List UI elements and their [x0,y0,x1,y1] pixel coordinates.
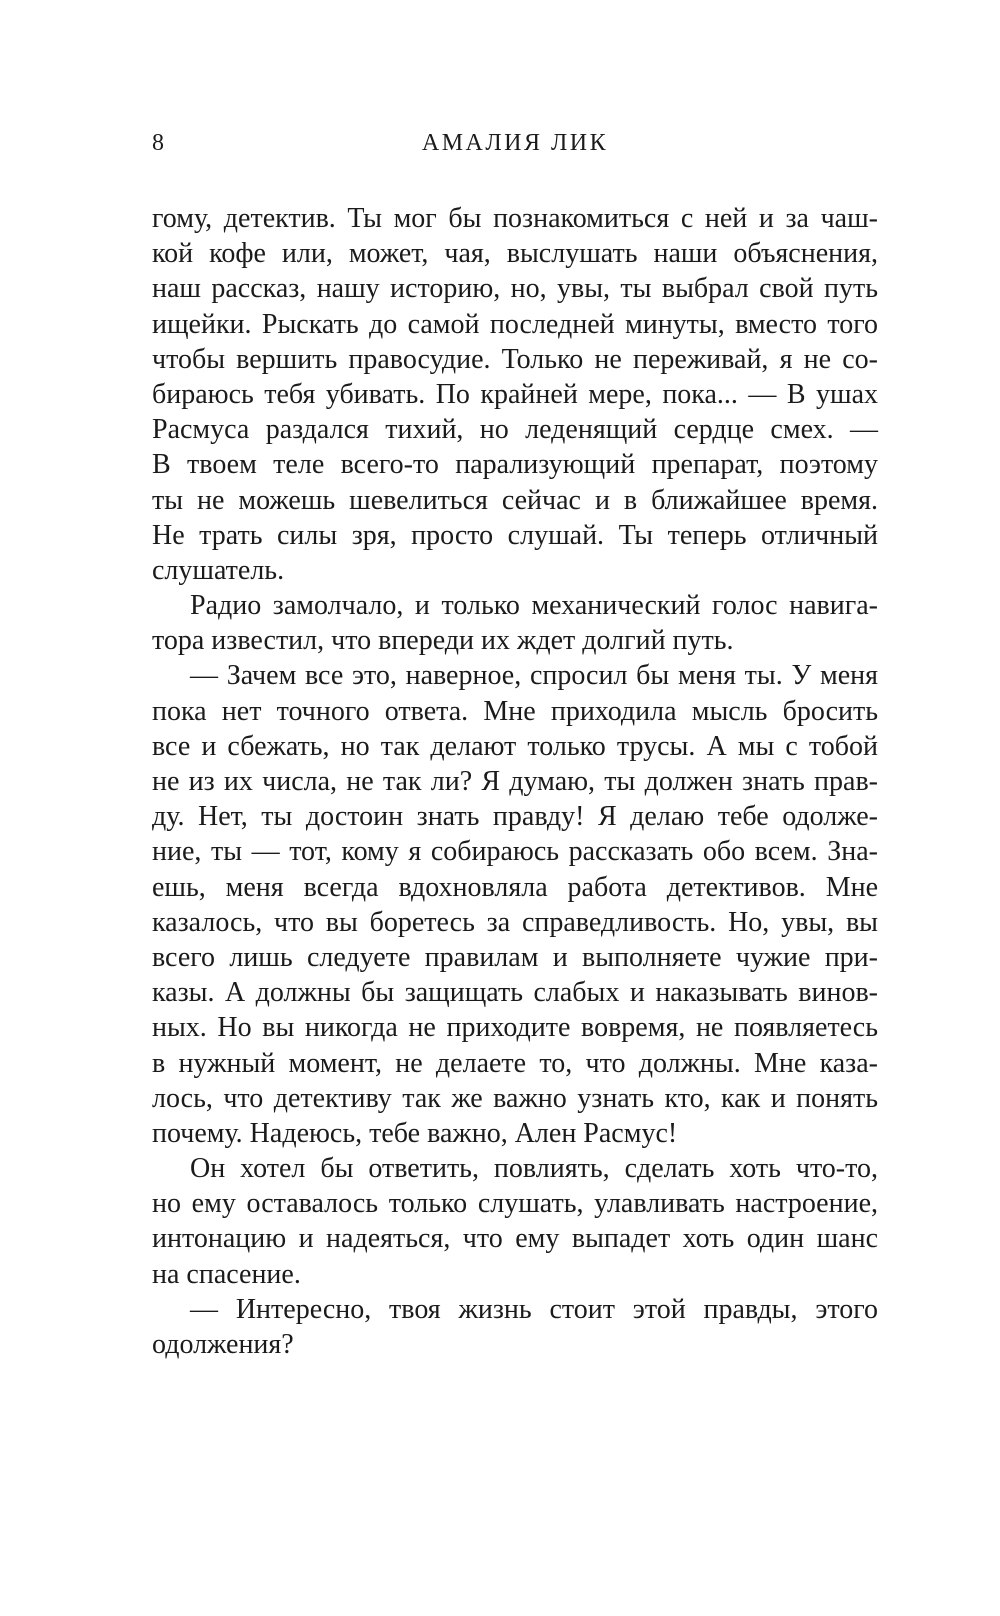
text-line: Он хотел бы ответить, повлиять, сделать хоть что-то, [190,1153,878,1185]
text-line: ешь, меня всегда вдохновляла работа детективов. Мне [152,871,878,903]
page-number: 8 [152,130,164,156]
text-line: наш рассказ, нашу историю, но, увы, ты выбрал свой путь [152,273,878,305]
text-line: ду. Нет, ты достоин знать правду! Я делаю тебе одолже- [152,801,878,833]
running-head [152,130,878,166]
text-line: все и сбежать, но так делают только трусы. А мы с тобой [152,730,878,762]
text-line: кой кофе или, может, чая, выслушать наши объяснения, [152,238,878,270]
text-line: Расмуса раздался тихий, но леденящий сердце смех. — [152,414,878,446]
text-line: — Интересно, твоя жизнь стоит этой правды, этого [190,1293,878,1325]
text-line: ние, ты — тот, кому я собираюсь рассказать обо всем. Зна- [152,836,878,868]
text-line: бираюсь тебя убивать. По крайней мере, пока... — В ушах [152,378,878,410]
text-line: лось, что детективу так же важно узнать кто, как и понять [152,1082,878,1114]
text-line: казы. А должны бы защищать слабых и наказывать винов- [152,977,878,1009]
text-line: Не трать силы зря, просто слушай. Ты теперь отличный [152,519,878,551]
text-line: ищейки. Рыскать до самой последней минуты, вместо того [152,308,878,340]
text-line: чтобы вершить правосудие. Только не переживай, я не со- [152,343,878,375]
text-line: ных. Но вы никогда не приходите вовремя, не появляетесь [152,1012,878,1044]
text-line: ты не можешь шевелиться сейчас и в ближайшее время. [152,484,878,516]
text-line: одолжения? [152,1329,294,1360]
text-line: почему. Надеюсь, тебе важно, Ален Расмус! [152,1117,678,1149]
text-line: но ему оставалось только слушать, улавливать настроение, [152,1188,878,1220]
text-line: Радио замолчало, и только механический голос навига- [190,590,878,622]
text-line: — Зачем все это, наверное, спросил бы меня ты. У меня [190,660,878,692]
text-line: В твоем теле всего-то парализующий препарат, поэтому [152,449,878,481]
text-line: в нужный момент, не делаете то, что должны. Мне каза- [152,1047,878,1079]
text-line: гому, детектив. Ты мог бы познакомиться с ней и за чаш- [152,203,878,234]
text-line: не из их числа, не так ли? Я думаю, ты должен знать прав- [152,766,878,797]
text-line: на спасение. [152,1258,301,1290]
text-line: пока нет точного ответа. Мне приходила мысль бросить [152,695,878,727]
text-line: всего лишь следуете правилам и выполняете чужие при- [152,941,878,973]
text-line: казалось, что вы боретесь за справедливость. Но, увы, вы [152,906,878,938]
text-line: тора известил, что впереди их ждет долгий путь. [152,625,734,657]
body-text [152,201,878,1362]
text-line: интонацию и надеяться, что ему выпадет хоть один шанс [152,1223,878,1255]
running-title-author: АМАЛИЯ ЛИК [421,130,609,156]
text-line: слушатель. [152,554,285,586]
